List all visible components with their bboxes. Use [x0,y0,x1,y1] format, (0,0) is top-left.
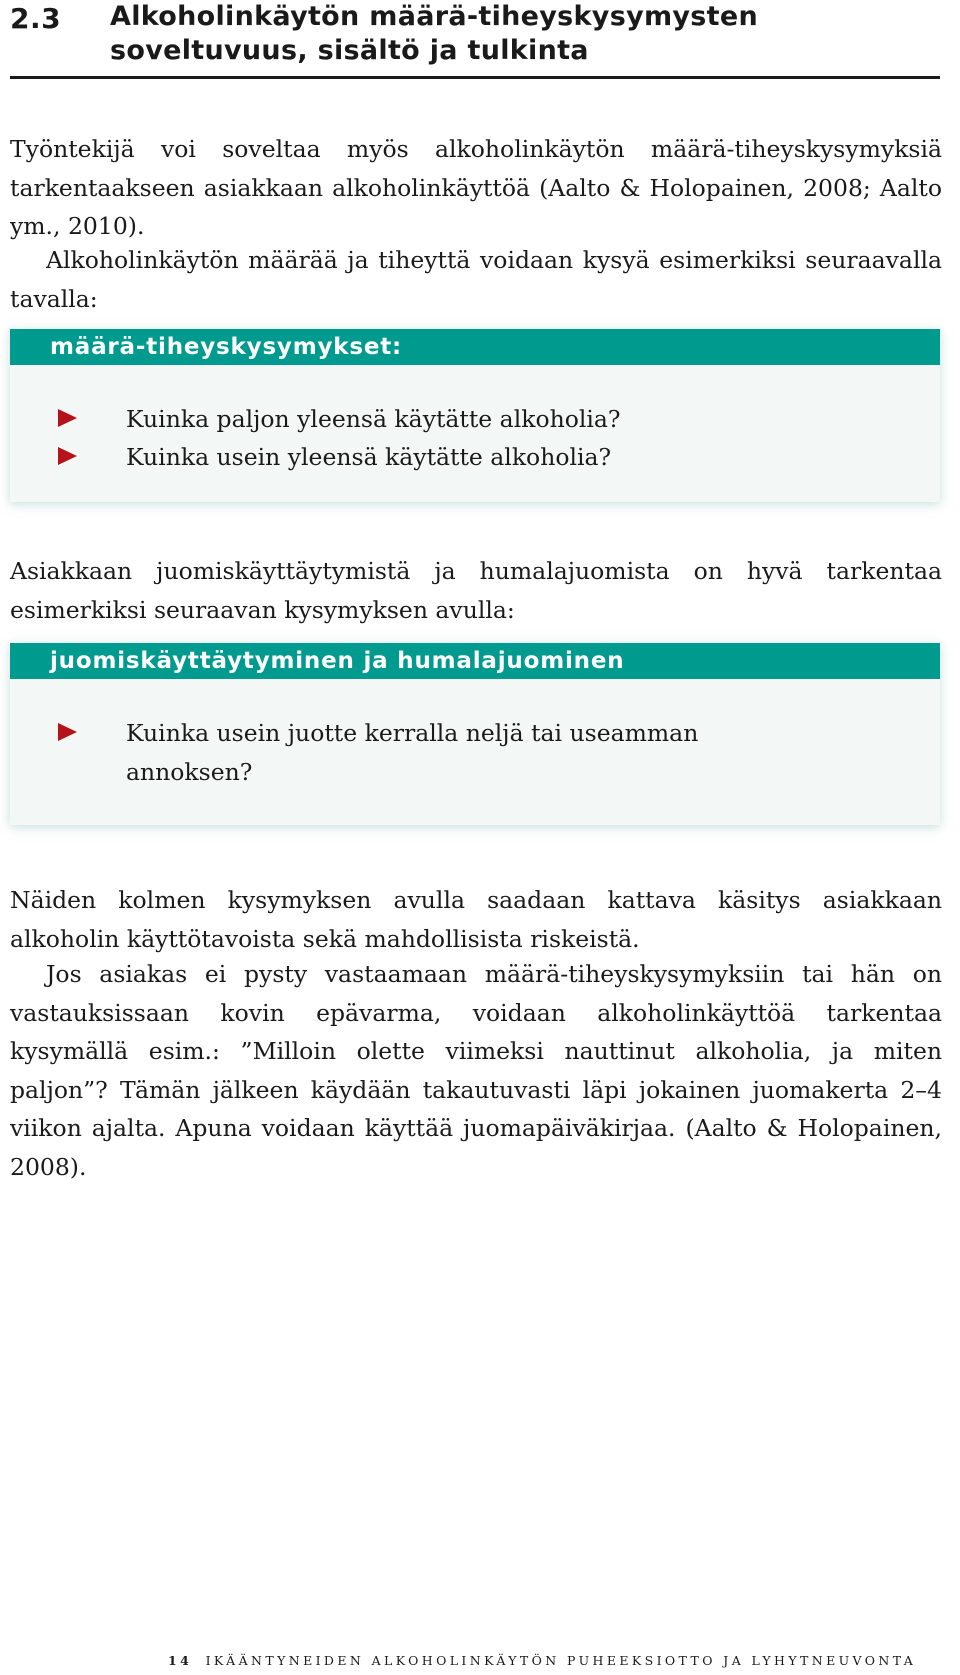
question-box-title: määrä-tiheyskysymykset: [10,329,940,365]
bullet-triangle-icon [58,447,77,465]
bullet-triangle-icon [58,409,77,427]
question-box-binge-drinking [10,643,940,825]
question-text: Kuinka usein yleensä käytätte alkoholia? [126,443,612,471]
section-title-line-2: soveltuvuus, sisältö ja tulkinta [110,35,589,66]
section-title [110,0,758,68]
running-title: IKÄÄNTYNEIDEN ALKOHOLINKÄYTÖN PUHEEKSIOTTO JA LYHYTNEUVONTA [205,1653,917,1668]
question-box-title: juomiskäyttäytyminen ja humalajuominen [10,643,940,679]
bullet-triangle-icon [58,723,77,741]
paragraph-summary: Näiden kolmen kysymyksen avulla saadaan kattava käsitys asiakkaan alkoholin käyttötavoista sekä mahdollisista riskeistä. [10,886,942,953]
question-text: Kuinka paljon yleensä käytätte alkoholia? [126,405,621,433]
paragraph-drinking-behavior: Asiakkaan juomiskäyttäytymistä ja humalajuomista on hyvä tarkentaa esimerkiksi seuraavan kysymyksen avulla: [10,557,942,624]
paragraph-intro: Työntekijä voi soveltaa myös alkoholinkäytön määrä-tiheyskysymyksiä tarkentaakseen asiakkaan alkoholinkäyttöä (Aalto & Holopainen, 2008; Aalto ym., 2010). [10,135,942,240]
section-title-line-1: Alkoholinkäytön määrä-tiheyskysymysten [110,1,759,32]
section-number: 2.3 [10,2,62,35]
paragraph-uncertain-answers: Jos asiakas ei pysty vastaamaan määrä-tiheyskysymyksiin tai hän on vastauksissaan kovin epävarma, voidaan alkoholinkäyttöä tarkentaa kysymällä esim.: ”Milloin olette viimeksi nauttinut alkoholia, ja miten paljon”? Tämän jälkeen käydään takautuvasti läpi jokainen juomakerta 2–4 viikon ajalta. Apuna voidaan käyttää juomapäiväkirjaa. (Aalto & Holopainen, 2008). [10,960,942,1181]
page-footer [168,1653,916,1668]
page-number: 14 [168,1653,193,1668]
question-box-quantity-frequency [10,329,940,502]
question-text: Kuinka usein juotte kerralla neljä tai useamman annoksen? [126,719,699,786]
paragraph-how-to-ask: Alkoholinkäytön määrää ja tiheyttä voidaan kysyä esimerkiksi seuraavalla tavalla: [10,246,942,313]
section-heading [10,0,940,79]
